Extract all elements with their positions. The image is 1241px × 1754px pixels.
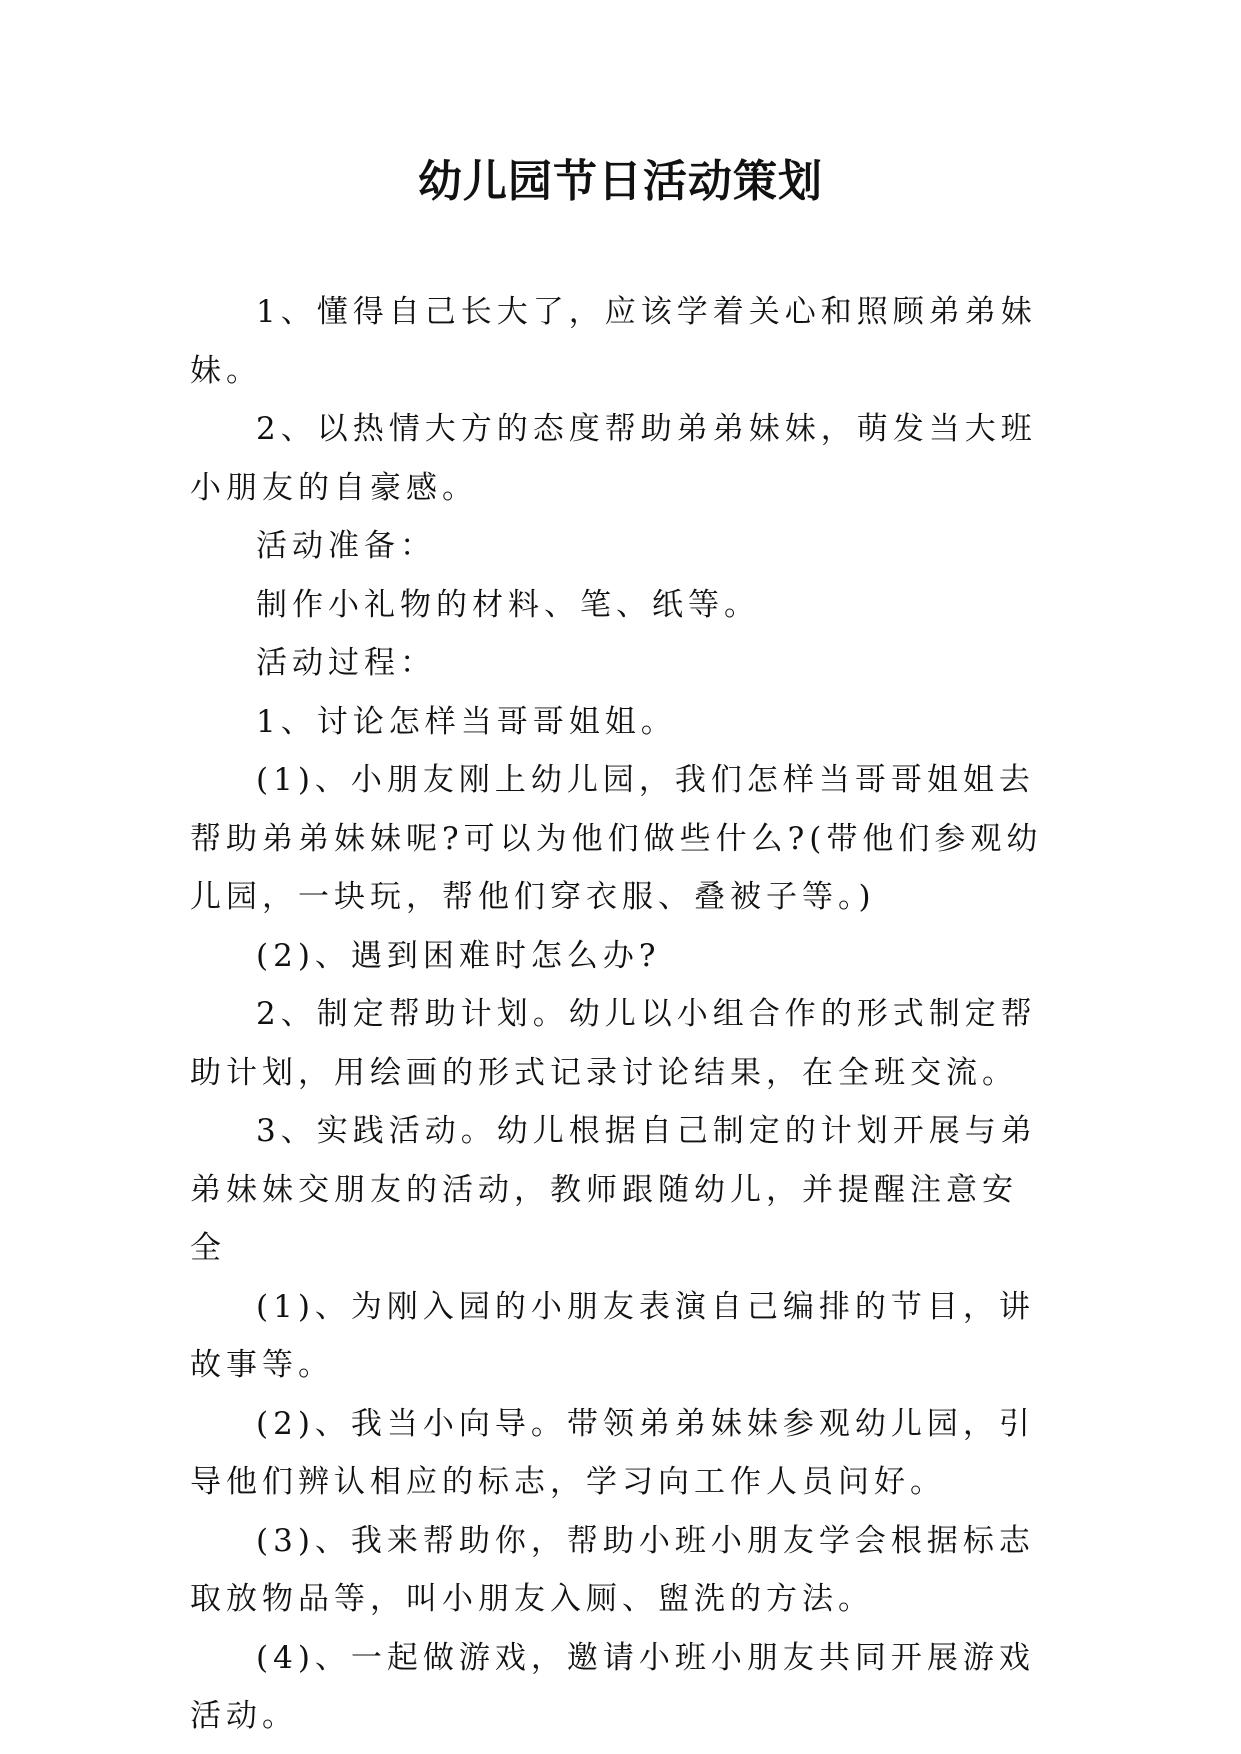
paragraph: 1、懂得自己长大了，应该学着关心和照顾弟弟妹妹。 <box>190 294 1037 389</box>
paragraph: (2)、遇到困难时怎么办? <box>256 937 661 974</box>
paragraph: (4)、一起做游戏，邀请小班小朋友共同开展游戏活动。 <box>190 1639 1035 1734</box>
paragraph: (3)、我来帮助你，帮助小班小朋友学会根据标志取放物品等，叫小朋友入厕、盥洗的方法。 <box>190 1522 1035 1617</box>
paragraph: (2)、我当小向导。带领弟弟妹妹参观幼儿园，引导他们辨认相应的标志，学习向工作人员问好。 <box>190 1405 1035 1500</box>
paragraph: (1)、小朋友刚上幼儿园，我们怎样当哥哥姐姐去帮助弟弟妹妹呢?可以为他们做些什么?(带他们参观幼儿园，一块玩，帮他们穿衣服、叠被子等。) <box>190 762 1043 915</box>
document-body <box>190 283 1052 1746</box>
paragraph: (1)、为刚入园的小朋友表演自己编排的节目，讲故事等。 <box>190 1288 1035 1383</box>
paragraph: 2、制定帮助计划。幼儿以小组合作的形式制定帮助计划，用绘画的形式记录讨论结果，在全班交流。 <box>190 996 1037 1091</box>
section-heading: 活动准备： <box>256 528 436 564</box>
section-heading: 活动过程： <box>256 645 436 681</box>
document-title: 幼儿园节日活动策划 <box>418 156 823 207</box>
paragraph: 制作小礼物的材料、笔、纸等。 <box>256 586 760 623</box>
paragraph: 2、以热情大方的态度帮助弟弟妹妹，萌发当大班小朋友的自豪感。 <box>190 411 1037 506</box>
paragraph: 1、讨论怎样当哥哥姐姐。 <box>256 703 677 740</box>
paragraph: 3、实践活动。幼儿根据自己制定的计划开展与弟弟妹妹交朋友的活动，教师跟随幼儿，并提醒注意安全 <box>190 1113 1037 1266</box>
